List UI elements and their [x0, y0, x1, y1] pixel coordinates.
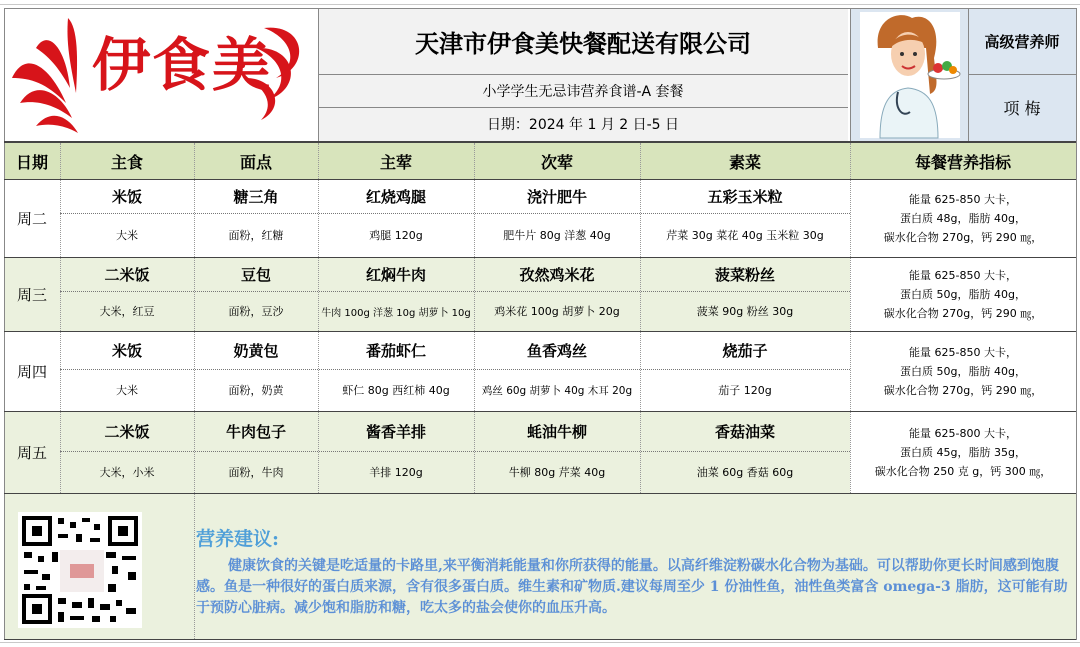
grid-line — [318, 143, 319, 493]
ingredients-staple: 大米 — [116, 229, 138, 242]
nutrition-carb-calcium: 碳水化合物 250 克 g，钙 300 ㎎， — [874, 464, 1052, 478]
grid-line — [1076, 8, 1077, 640]
advice-title: 营养建议: — [196, 528, 280, 550]
nutrition-protein-fat: 蛋白质 48g，脂肪 40g， — [900, 211, 1026, 225]
nutrition-info — [850, 331, 1076, 411]
logo-area — [6, 8, 318, 140]
dish-main-meat: 番茄虾仁 — [365, 341, 426, 360]
menu-date: 日期：2024 年 1 月 2 日-5 日 — [318, 107, 848, 141]
ingredients-vegetable: 油菜 60g 香菇 60g — [696, 466, 794, 479]
grid-line — [4, 179, 1076, 180]
dish-staple: 二米饭 — [104, 422, 150, 441]
ingredients-main-meat: 羊排 120g — [369, 466, 423, 479]
nutrition-protein-fat: 蛋白质 45g，脂肪 35g， — [900, 445, 1026, 459]
grid-line — [60, 213, 850, 214]
qr-code — [18, 512, 142, 628]
ingredients-staple: 大米，红豆 — [99, 305, 155, 318]
ingredients-pastry: 面粉，牛肉 — [228, 466, 284, 479]
grid-line — [0, 642, 1080, 643]
ingredients-side-meat: 肥牛片 80g 洋葱 40g — [503, 229, 611, 242]
col-header-nutrition: 每餐营养指标 — [850, 143, 1076, 179]
dish-pastry: 奶黄包 — [233, 341, 279, 360]
ingredients-main-meat: 鸡腿 120g — [369, 229, 423, 242]
grid-line — [4, 411, 1076, 412]
day-label: 周三 — [16, 285, 47, 304]
ingredients-main-meat: 虾仁 80g 西红柿 40g — [342, 384, 450, 397]
nutritionist-name: 项 梅 — [968, 74, 1076, 141]
ingredients-main-meat: 牛肉 100g 洋葱 10g 胡萝卜 10g — [321, 307, 471, 319]
ingredients-side-meat: 鸡米花 100g 胡萝卜 20g — [494, 305, 620, 318]
day-label: 周二 — [16, 209, 47, 228]
col-header-staple: 主食 — [60, 143, 194, 179]
col-header-pastry: 面点 — [194, 143, 318, 179]
grid-line — [60, 451, 850, 452]
nutrition-energy: 能量 625-850 大卡， — [909, 345, 1017, 359]
company-name: 天津市伊食美快餐配送有限公司 — [318, 8, 848, 74]
dish-pastry: 牛肉包子 — [225, 422, 286, 441]
grid-line — [850, 8, 851, 141]
dish-vegetable: 烧茄子 — [722, 341, 768, 360]
nutrition-info — [850, 179, 1076, 257]
ingredients-pastry: 面粉，奶黄 — [228, 384, 284, 397]
grid-line — [4, 493, 1076, 494]
menu-subtitle: 小学学生无忌讳营养食谱-A 套餐 — [318, 74, 848, 107]
grid-line — [968, 74, 1076, 75]
grid-line — [0, 4, 1080, 5]
dish-vegetable: 五彩玉米粒 — [707, 187, 783, 206]
nutritionist-title: 高级营养师 — [968, 8, 1076, 74]
day-label: 周四 — [16, 362, 47, 381]
col-header-date: 日期 — [4, 143, 60, 179]
grid-line — [850, 143, 851, 493]
grid-line — [60, 291, 850, 292]
grid-line — [318, 107, 848, 108]
ingredients-vegetable: 菠菜 90g 粉丝 30g — [696, 305, 794, 318]
grid-line — [4, 8, 5, 640]
col-header-vegetable: 素菜 — [640, 143, 850, 179]
ingredients-pastry: 面粉，豆沙 — [228, 305, 284, 318]
dish-side-meat: 鱼香鸡丝 — [526, 341, 587, 360]
grid-line — [60, 143, 61, 493]
nutrition-carb-calcium: 碳水化合物 270g，钙 290 ㎎， — [883, 230, 1043, 244]
nutrition-energy: 能量 625-850 大卡， — [909, 268, 1017, 282]
nutrition-protein-fat: 蛋白质 50g，脂肪 40g， — [900, 364, 1026, 378]
dish-side-meat: 蚝油牛柳 — [526, 422, 587, 441]
ingredients-staple: 大米 — [116, 384, 138, 397]
dish-main-meat: 红焖牛肉 — [365, 265, 426, 284]
dish-main-meat: 红烧鸡腿 — [365, 187, 426, 206]
dish-staple: 米饭 — [111, 187, 142, 206]
nutrition-energy: 能量 625-800 大卡， — [909, 426, 1017, 440]
grid-line — [4, 141, 1076, 143]
ingredients-pastry: 面粉，红糖 — [228, 229, 284, 242]
col-header-side-meat: 次荤 — [474, 143, 640, 179]
dish-pastry: 豆包 — [240, 265, 271, 284]
advice-body: 健康饮食的关键是吃适量的卡路里,来平衡消耗能量和你所获得的能量。以高纤维淀粉碳水化合物为基础。可以帮助你更长时间感到饱腹感。鱼是一种很好的蛋白质来源，含有很多蛋白质。维生素和矿物质.建议每周至少 1 份油性鱼，油性鱼类富含 omega-3 脂肪，这可能有助于预防心脏病。减少饱和脂肪和糖，吃太多的盐会使你的血压升高。 — [196, 558, 1068, 616]
grid-line — [640, 143, 641, 493]
dish-main-meat: 酱香羊排 — [365, 422, 426, 441]
nutritionist-avatar — [850, 8, 968, 141]
nutrition-carb-calcium: 碳水化合物 270g，钙 290 ㎎， — [883, 383, 1043, 397]
dish-staple: 二米饭 — [104, 265, 150, 284]
logo-text: 伊食美 — [92, 31, 273, 99]
dish-vegetable: 菠菜粉丝 — [714, 265, 775, 284]
dish-side-meat: 浇汁肥牛 — [526, 187, 587, 206]
grid-line — [474, 143, 475, 493]
nutrition-protein-fat: 蛋白质 50g，脂肪 40g， — [900, 287, 1026, 301]
dish-side-meat: 孜然鸡米花 — [519, 265, 595, 284]
grid-line — [60, 369, 850, 370]
nutrition-energy: 能量 625-850 大卡， — [909, 192, 1017, 206]
dish-vegetable: 香菇油菜 — [714, 422, 775, 441]
grid-line — [4, 331, 1076, 332]
grid-line — [318, 74, 848, 75]
nutrition-carb-calcium: 碳水化合物 270g，钙 290 ㎎， — [883, 306, 1043, 320]
qr-code-icon — [18, 512, 142, 628]
day-label: 周五 — [16, 443, 47, 462]
ingredients-side-meat: 鸡丝 60g 胡萝卜 40g 木耳 20g — [481, 384, 633, 397]
grid-line — [4, 257, 1076, 258]
ingredients-vegetable: 茄子 120g — [718, 384, 772, 397]
dish-staple: 米饭 — [111, 341, 142, 360]
ingredients-side-meat: 牛柳 80g 芹菜 40g — [508, 466, 606, 479]
nutrition-info — [850, 411, 1076, 493]
nutrition-info — [850, 257, 1076, 331]
col-header-main-meat: 主荤 — [318, 143, 474, 179]
grid-line — [194, 143, 195, 639]
grid-line — [4, 639, 1076, 640]
nutritionist-avatar-icon — [850, 8, 968, 141]
ingredients-vegetable: 芹菜 30g 菜花 40g 玉米粒 30g — [666, 229, 824, 242]
dish-pastry: 糖三角 — [233, 187, 279, 206]
grid-line — [4, 8, 1076, 9]
ingredients-staple: 大米，小米 — [99, 466, 155, 479]
